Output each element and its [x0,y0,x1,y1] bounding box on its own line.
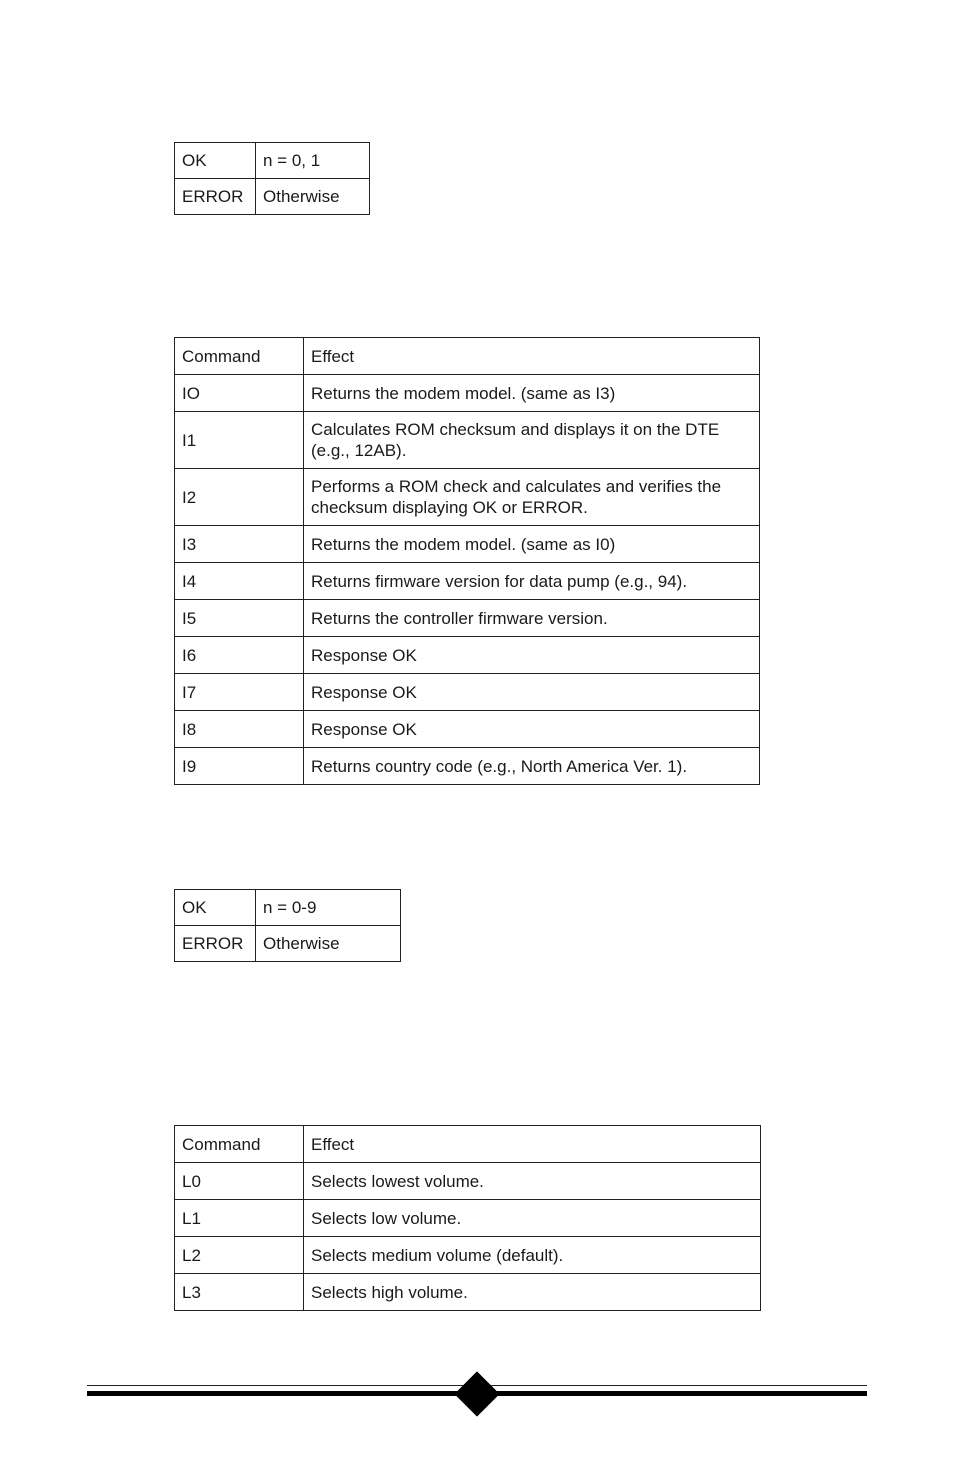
command-cell: I9 [175,748,304,785]
table-row [175,412,760,469]
table-row [175,926,401,962]
result-code-cell: ERROR [175,179,256,215]
table-row [175,469,760,526]
i-commands-table [174,337,760,785]
table-row [175,600,760,637]
table-row [175,1274,761,1311]
command-cell: I2 [175,469,304,526]
table-row [175,143,370,179]
table-header-row [175,1126,761,1163]
command-cell: I6 [175,637,304,674]
effect-cell: Selects low volume. [304,1200,761,1237]
footer-diamond-ornament [454,1371,499,1416]
column-header-command: Command [175,1126,304,1163]
table-row [175,890,401,926]
table-row [175,1237,761,1274]
table-row [175,375,760,412]
effect-cell: Selects medium volume (default). [304,1237,761,1274]
effect-cell: Selects lowest volume. [304,1163,761,1200]
result-condition-cell: Otherwise [256,179,370,215]
table-row [175,526,760,563]
table-row [175,1200,761,1237]
effect-cell: Returns the modem model. (same as I0) [304,526,760,563]
command-cell: I1 [175,412,304,469]
effect-cell: Returns the modem model. (same as I3) [304,375,760,412]
result-code-cell: ERROR [175,926,256,962]
table-header-row [175,338,760,375]
table-row [175,563,760,600]
result-code-cell: OK [175,143,256,179]
table-row [175,179,370,215]
table-row [175,1163,761,1200]
effect-cell: Returns firmware version for data pump (e.g., 94). [304,563,760,600]
command-cell: L2 [175,1237,304,1274]
effect-cell: Response OK [304,711,760,748]
command-cell: L3 [175,1274,304,1311]
table-row [175,748,760,785]
effect-cell: Calculates ROM checksum and displays it on the DTE (e.g., 12AB). [304,412,760,469]
effect-cell: Performs a ROM check and calculates and verifies the checksum displaying OK or ERROR. [304,469,760,526]
result-code-cell: OK [175,890,256,926]
command-cell: L1 [175,1200,304,1237]
effect-cell: Response OK [304,674,760,711]
command-cell: I4 [175,563,304,600]
table-row [175,674,760,711]
result-condition-cell: n = 0-9 [256,890,401,926]
command-cell: I5 [175,600,304,637]
column-header-effect: Effect [304,1126,761,1163]
l-commands-table [174,1125,761,1311]
command-cell: L0 [175,1163,304,1200]
column-header-effect: Effect [304,338,760,375]
result-codes-table [174,889,401,962]
result-condition-cell: Otherwise [256,926,401,962]
effect-cell: Response OK [304,637,760,674]
table-row [175,711,760,748]
effect-cell: Returns the controller firmware version. [304,600,760,637]
effect-cell: Returns country code (e.g., North America Ver. 1). [304,748,760,785]
command-cell: I7 [175,674,304,711]
effect-cell: Selects high volume. [304,1274,761,1311]
command-cell: IO [175,375,304,412]
result-condition-cell: n = 0, 1 [256,143,370,179]
table-row [175,637,760,674]
command-cell: I3 [175,526,304,563]
command-cell: I8 [175,711,304,748]
column-header-command: Command [175,338,304,375]
result-codes-table [174,142,370,215]
